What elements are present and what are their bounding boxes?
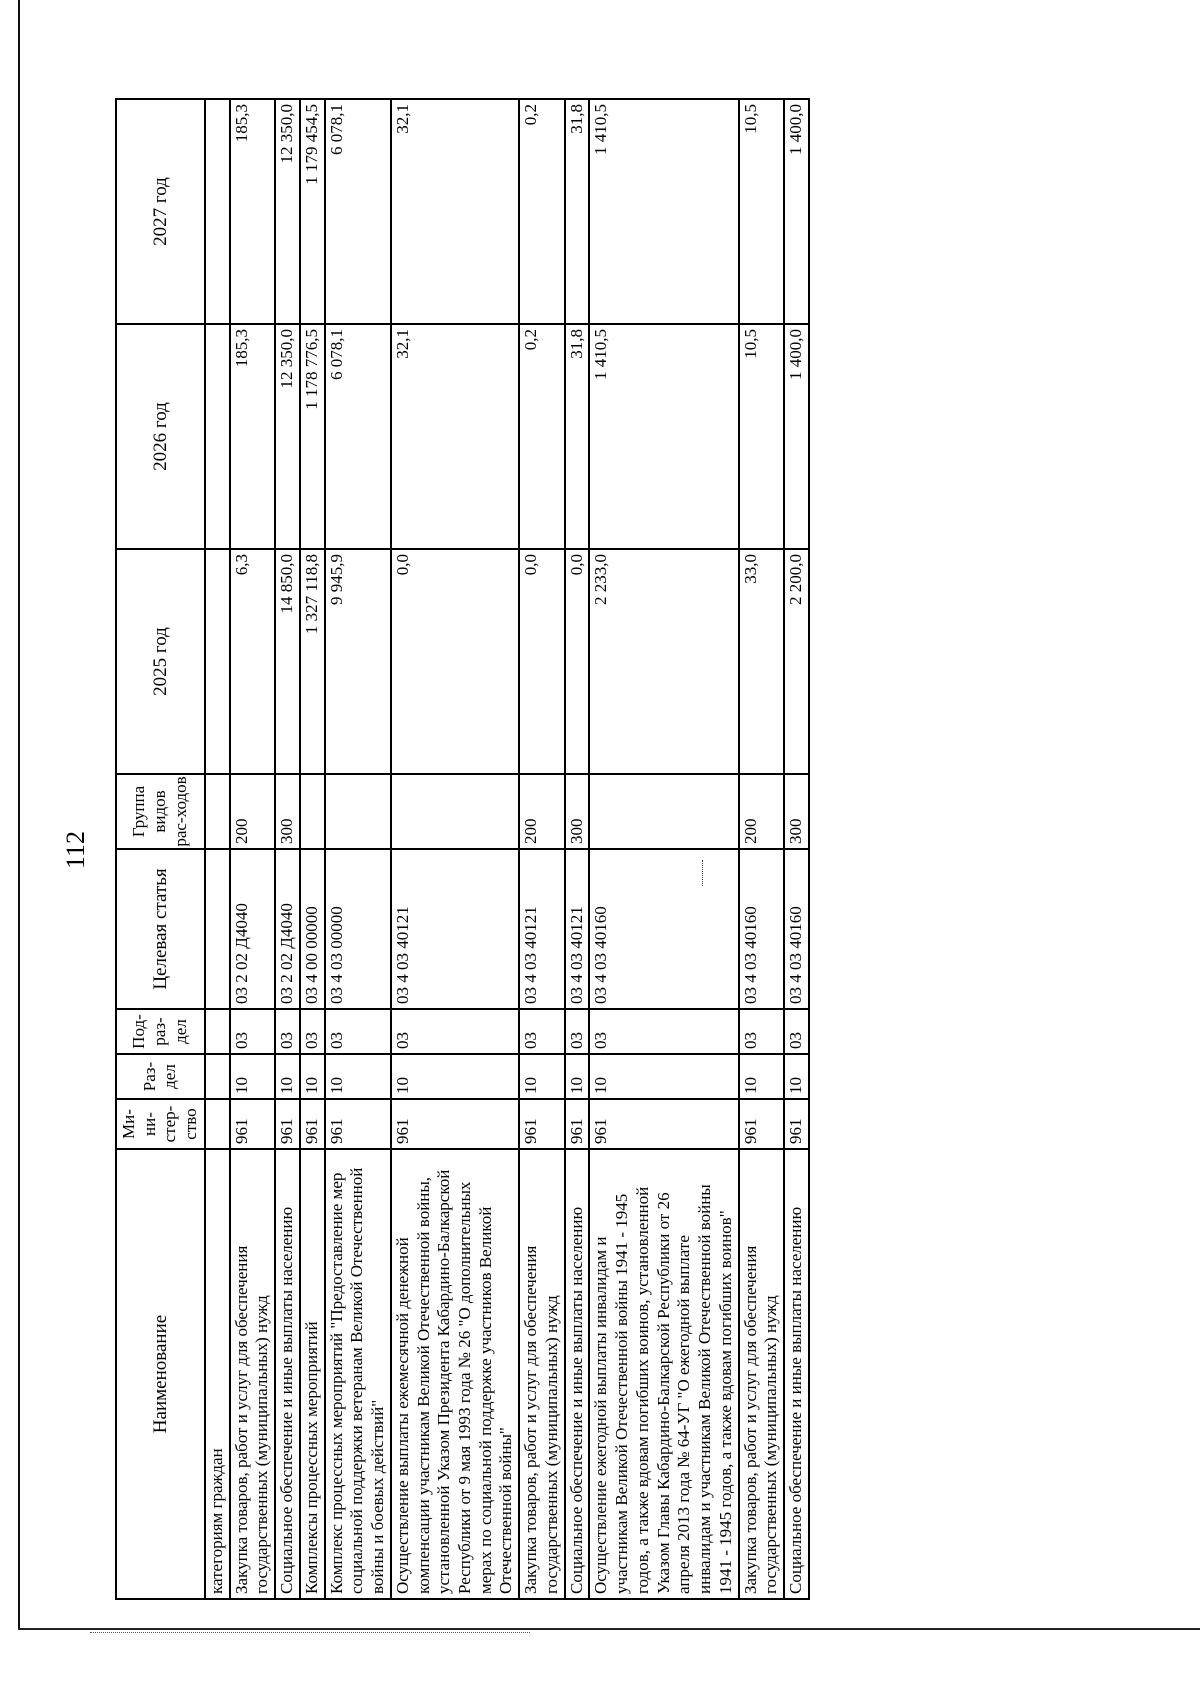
cell-section	[205, 1054, 230, 1099]
cell-subsection: 03	[784, 1009, 809, 1054]
cell-subsection: 03	[325, 1009, 391, 1054]
cell-2026: 6 078,1	[325, 324, 391, 549]
cell-ministry: 961	[275, 1099, 300, 1149]
scan-edge-bottom	[18, 1628, 1200, 1630]
cell-ministry	[205, 1099, 230, 1149]
col-header-group: Группа видов рас-ходов	[116, 774, 205, 849]
cell-target: 03 4 03 00000	[325, 849, 391, 1009]
scan-edge-left	[18, 0, 20, 1630]
cell-section: 10	[519, 1054, 564, 1099]
cell-subsection: 03	[519, 1009, 564, 1054]
cell-ministry: 961	[300, 1099, 325, 1149]
col-header-2026: 2026 год	[116, 324, 205, 549]
cell-ministry: 961	[230, 1099, 275, 1149]
cell-section: 10	[325, 1054, 391, 1099]
col-header-2025: 2025 год	[116, 549, 205, 774]
cell-target: 03 4 03 40121	[391, 849, 519, 1009]
cell-section: 10	[275, 1054, 300, 1099]
cell-subsection: 03	[739, 1009, 784, 1054]
cell-group: 200	[739, 774, 784, 849]
cell-group: 300	[565, 774, 590, 849]
cell-2025: 0,0	[519, 549, 564, 774]
cell-group	[325, 774, 391, 849]
cell-section: 10	[391, 1054, 519, 1099]
cell-2026: 1 178 776,5	[300, 324, 325, 549]
cell-target: 03 4 03 40160	[739, 849, 784, 1009]
page-number: 112	[61, 830, 90, 870]
cell-2027: 185,3	[230, 99, 275, 324]
cell-2026: 10,5	[739, 324, 784, 549]
cell-ministry: 961	[784, 1099, 809, 1149]
cell-2025: 0,0	[391, 549, 519, 774]
cell-group: 300	[275, 774, 300, 849]
cell-section: 10	[739, 1054, 784, 1099]
scan-noise	[90, 1632, 530, 1634]
cell-2025	[205, 549, 230, 774]
cell-2026	[205, 324, 230, 549]
cell-subsection: 03	[565, 1009, 590, 1054]
cell-2026: 32,1	[391, 324, 519, 549]
cell-name: Социальное обеспечение и иные выплаты населению	[565, 1149, 590, 1599]
cell-ministry: 961	[739, 1099, 784, 1149]
cell-section: 10	[784, 1054, 809, 1099]
cell-2027: 32,1	[391, 99, 519, 324]
col-header-name: Наименование	[116, 1149, 205, 1599]
cell-target: 03 4 03 40160	[784, 849, 809, 1009]
cell-subsection: 03	[300, 1009, 325, 1054]
cell-subsection: 03	[391, 1009, 519, 1054]
cell-name: Осуществление выплаты ежемесячной денежной компенсации участникам Великой Отечественной войны, установленной Указом Президента Кабардино-Балкарской Республики от 9 мая 1993 года № 26 "О дополнительных мерах по социальной поддержке участников Великой Отечественной войны"	[391, 1149, 519, 1599]
cell-2027: 1 400,0	[784, 99, 809, 324]
cell-subsection	[205, 1009, 230, 1054]
cell-2026: 12 350,0	[275, 324, 300, 549]
cell-2025: 33,0	[739, 549, 784, 774]
cell-2025: 1 327 118,8	[300, 549, 325, 774]
cell-section: 10	[230, 1054, 275, 1099]
table-row	[519, 99, 564, 1599]
cell-group	[205, 774, 230, 849]
cell-2026: 185,3	[230, 324, 275, 549]
cell-section: 10	[300, 1054, 325, 1099]
table-row	[275, 99, 300, 1599]
cell-ministry: 961	[325, 1099, 391, 1149]
cell-2025: 2 200,0	[784, 549, 809, 774]
cell-name: Комплексы процессных мероприятий	[300, 1149, 325, 1599]
table-row	[300, 99, 325, 1599]
table-row	[739, 99, 784, 1599]
table-row	[325, 99, 391, 1599]
cell-group: 200	[519, 774, 564, 849]
cell-target: 03 4 03 40121	[565, 849, 590, 1009]
col-header-subsection: Под-раз-дел	[116, 1009, 205, 1054]
cell-2027: 1 179 454,5	[300, 99, 325, 324]
cell-section: 10	[589, 1054, 738, 1099]
cell-name: категориям граждан	[205, 1149, 230, 1599]
col-header-target: Целевая статья	[116, 849, 205, 1009]
table-header-row	[116, 99, 205, 1599]
cell-ministry: 961	[589, 1099, 738, 1149]
cell-subsection: 03	[230, 1009, 275, 1054]
cell-target	[205, 849, 230, 1009]
cell-2027: 31,8	[565, 99, 590, 324]
cell-2026: 0,2	[519, 324, 564, 549]
rotated-page	[55, 100, 1095, 1600]
cell-target: 03 4 03 40121	[519, 849, 564, 1009]
cell-target: 03 2 02 Д4040	[230, 849, 275, 1009]
cell-2027: 10,5	[739, 99, 784, 324]
cell-name: Закупка товаров, работ и услуг для обеспечения государственных (муниципальных) нужд	[739, 1149, 784, 1599]
cell-ministry: 961	[565, 1099, 590, 1149]
cell-section: 10	[565, 1054, 590, 1099]
cell-2025: 14 850,0	[275, 549, 300, 774]
cell-subsection: 03	[589, 1009, 738, 1054]
cell-2025: 2 233,0	[589, 549, 738, 774]
cell-target: 03 4 00 00000	[300, 849, 325, 1009]
table-row	[205, 99, 230, 1599]
cell-2026: 31,8	[565, 324, 590, 549]
cell-2027: 0,2	[519, 99, 564, 324]
cell-name: Закупка товаров, работ и услуг для обеспечения государственных (муниципальных) нужд	[519, 1149, 564, 1599]
cell-2026: 1 400,0	[784, 324, 809, 549]
col-header-section: Раз-дел	[116, 1054, 205, 1099]
cell-subsection: 03	[275, 1009, 300, 1054]
cell-group	[391, 774, 519, 849]
cell-name: Осуществление ежегодной выплаты инвалидам и участникам Великой Отечественной войны 1941 - 1945 годов, а также вдовам погибших воинов, установленной Указом Главы Кабардино-Балкарской Республики от 26 апреля 2013 года № 64-УГ "О ежегодной выплате инвалидам и участникам Великой Отечественной войны 1941 - 1945 годов, а также вдовам погибших воинов"	[589, 1149, 738, 1599]
cell-2025: 0,0	[565, 549, 590, 774]
cell-group	[300, 774, 325, 849]
cell-2027	[205, 99, 230, 324]
cell-group: 300	[784, 774, 809, 849]
cell-target: 03 4 03 40160	[589, 849, 738, 1009]
cell-2026: 1 410,5	[589, 324, 738, 549]
cell-group: 200	[230, 774, 275, 849]
cell-2027: 12 350,0	[275, 99, 300, 324]
budget-table	[115, 98, 810, 1600]
cell-2027: 6 078,1	[325, 99, 391, 324]
table-body	[205, 99, 809, 1599]
cell-name: Социальное обеспечение и иные выплаты населению	[275, 1149, 300, 1599]
table-row	[784, 99, 809, 1599]
cell-2025: 6,3	[230, 549, 275, 774]
cell-2025: 9 945,9	[325, 549, 391, 774]
cell-name: Социальное обеспечение и иные выплаты населению	[784, 1149, 809, 1599]
cell-2027: 1 410,5	[589, 99, 738, 324]
col-header-ministry: Ми-ни-стер-ство	[116, 1099, 205, 1149]
cell-group	[589, 774, 738, 849]
cell-target: 03 2 02 Д4040	[275, 849, 300, 1009]
table-row	[565, 99, 590, 1599]
table-row	[230, 99, 275, 1599]
table-row	[391, 99, 519, 1599]
table-row	[589, 99, 738, 1599]
cell-ministry: 961	[519, 1099, 564, 1149]
cell-name: Закупка товаров, работ и услуг для обеспечения государственных (муниципальных) нужд	[230, 1149, 275, 1599]
cell-name: Комплекс процессных мероприятий "Предоставление мер социальной поддержки ветеранам Великой Отечественной войны и боевых действий"	[325, 1149, 391, 1599]
col-header-2027: 2027 год	[116, 99, 205, 324]
cell-ministry: 961	[391, 1099, 519, 1149]
